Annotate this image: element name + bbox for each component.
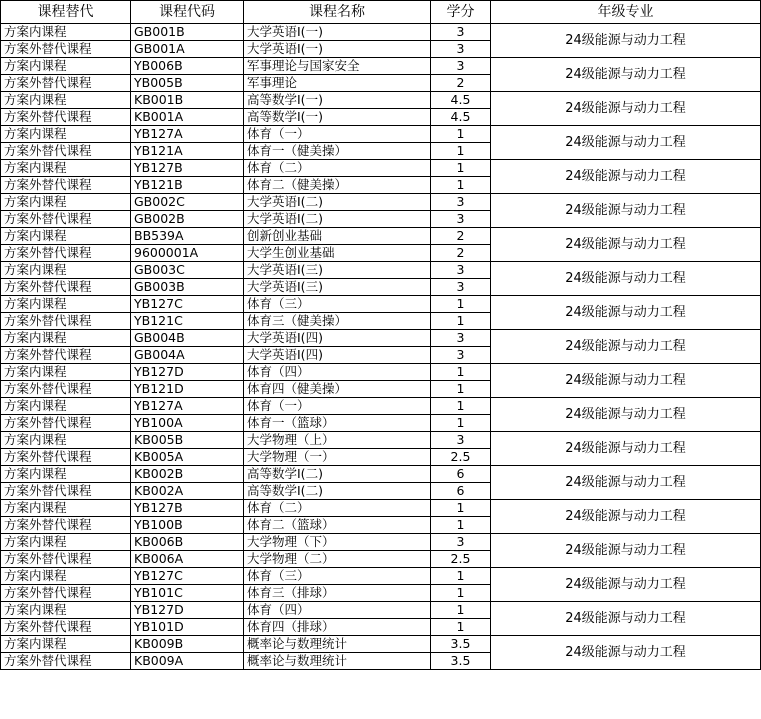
table-row [1,194,761,211]
course-name-cell: 军事理论 [244,75,431,92]
credit-cell: 1 [431,296,491,313]
substitution-type-cell: 方案内课程 [1,636,131,653]
table-row [1,398,761,415]
course-code-cell: KB005A [131,449,244,466]
course-name-cell: 大学物理（下） [244,534,431,551]
course-name-cell: 体育（三） [244,296,431,313]
table-row [1,24,761,41]
table-row [1,160,761,177]
credit-cell: 4.5 [431,109,491,126]
course-code-cell: KB009A [131,653,244,670]
course-name-cell: 高等数学Ⅰ(二) [244,483,431,500]
course-code-cell: YB127C [131,568,244,585]
course-code-cell: YB127B [131,500,244,517]
course-code-cell: YB127C [131,296,244,313]
credit-cell: 1 [431,568,491,585]
course-name-cell: 大学英语Ⅰ(一) [244,24,431,41]
credit-cell: 1 [431,585,491,602]
course-code-cell: YB127A [131,398,244,415]
course-name-cell: 体育（四） [244,364,431,381]
substitution-type-cell: 方案内课程 [1,194,131,211]
course-name-cell: 大学英语Ⅰ(二) [244,211,431,228]
course-name-cell: 高等数学Ⅰ(二) [244,466,431,483]
table-row [1,262,761,279]
substitution-type-cell: 方案外替代课程 [1,449,131,466]
course-code-cell: KB009B [131,636,244,653]
course-code-cell: YB005B [131,75,244,92]
credit-cell: 2.5 [431,551,491,568]
table-row [1,636,761,653]
credit-cell: 3 [431,194,491,211]
substitution-type-cell: 方案内课程 [1,24,131,41]
substitution-type-cell: 方案内课程 [1,466,131,483]
course-name-cell: 大学生创业基础 [244,245,431,262]
credit-cell: 3.5 [431,636,491,653]
grade-major-cell: 24级能源与动力工程 [491,228,761,262]
course-code-cell: YB127D [131,364,244,381]
course-name-cell: 大学英语Ⅰ(三) [244,262,431,279]
course-code-cell: GB001B [131,24,244,41]
substitution-type-cell: 方案外替代课程 [1,585,131,602]
table-row [1,466,761,483]
course-name-cell: 概率论与数理统计 [244,636,431,653]
table-row [1,432,761,449]
grade-major-cell: 24级能源与动力工程 [491,500,761,534]
course-code-cell: KB002B [131,466,244,483]
grade-major-cell: 24级能源与动力工程 [491,364,761,398]
credit-cell: 2 [431,228,491,245]
grade-major-cell: 24级能源与动力工程 [491,296,761,330]
course-name-cell: 大学英语Ⅰ(三) [244,279,431,296]
credit-cell: 3 [431,24,491,41]
table-row [1,228,761,245]
substitution-type-cell: 方案外替代课程 [1,313,131,330]
credit-cell: 3 [431,211,491,228]
course-name-cell: 体育（二） [244,500,431,517]
grade-major-cell: 24级能源与动力工程 [491,262,761,296]
course-code-cell: YB006B [131,58,244,75]
course-name-cell: 体育（一） [244,126,431,143]
course-name-cell: 体育四（排球） [244,619,431,636]
credit-cell: 1 [431,415,491,432]
credit-cell: 1 [431,143,491,160]
substitution-type-cell: 方案内课程 [1,398,131,415]
grade-major-cell: 24级能源与动力工程 [491,160,761,194]
substitution-type-cell: 方案内课程 [1,364,131,381]
table-row [1,92,761,109]
credit-cell: 3 [431,330,491,347]
course-name-cell: 大学英语Ⅰ(二) [244,194,431,211]
course-name-cell: 体育（三） [244,568,431,585]
credit-cell: 3 [431,347,491,364]
credit-cell: 3 [431,58,491,75]
substitution-type-cell: 方案外替代课程 [1,551,131,568]
course-name-cell: 创新创业基础 [244,228,431,245]
grade-major-cell: 24级能源与动力工程 [491,534,761,568]
course-code-cell: YB121C [131,313,244,330]
course-code-cell: KB006A [131,551,244,568]
course-code-cell: YB121B [131,177,244,194]
credit-cell: 2.5 [431,449,491,466]
header-row [1,1,761,24]
substitution-type-cell: 方案外替代课程 [1,619,131,636]
credit-cell: 1 [431,517,491,534]
course-name-cell: 高等数学Ⅰ(一) [244,92,431,109]
course-code-cell: GB003B [131,279,244,296]
table-body [1,24,761,670]
credit-cell: 1 [431,619,491,636]
table-row [1,296,761,313]
course-code-cell: KB001B [131,92,244,109]
credit-cell: 3 [431,41,491,58]
grade-major-cell: 24级能源与动力工程 [491,126,761,160]
header-credit: 学分 [431,1,491,24]
credit-cell: 1 [431,364,491,381]
credit-cell: 1 [431,313,491,330]
credit-cell: 3 [431,279,491,296]
header-grade-major: 年级专业 [491,1,761,24]
course-name-cell: 体育一（健美操） [244,143,431,160]
course-code-cell: YB100B [131,517,244,534]
substitution-type-cell: 方案外替代课程 [1,211,131,228]
course-code-cell: YB101C [131,585,244,602]
course-name-cell: 体育二（健美操） [244,177,431,194]
grade-major-cell: 24级能源与动力工程 [491,636,761,670]
course-name-cell: 体育三（排球） [244,585,431,602]
substitution-type-cell: 方案外替代课程 [1,279,131,296]
header-substitution-type: 课程替代 [1,1,131,24]
substitution-type-cell: 方案外替代课程 [1,109,131,126]
course-code-cell: KB002A [131,483,244,500]
table-row [1,534,761,551]
table-row [1,126,761,143]
substitution-type-cell: 方案外替代课程 [1,653,131,670]
course-code-cell: KB006B [131,534,244,551]
grade-major-cell: 24级能源与动力工程 [491,58,761,92]
credit-cell: 6 [431,466,491,483]
course-name-cell: 大学物理（一） [244,449,431,466]
course-name-cell: 体育三（健美操） [244,313,431,330]
grade-major-cell: 24级能源与动力工程 [491,194,761,228]
substitution-type-cell: 方案内课程 [1,126,131,143]
course-name-cell: 体育四（健美操） [244,381,431,398]
credit-cell: 6 [431,483,491,500]
substitution-type-cell: 方案内课程 [1,568,131,585]
course-name-cell: 体育（一） [244,398,431,415]
substitution-type-cell: 方案内课程 [1,228,131,245]
substitution-type-cell: 方案内课程 [1,432,131,449]
course-code-cell: 9600001A [131,245,244,262]
course-code-cell: GB002C [131,194,244,211]
substitution-type-cell: 方案外替代课程 [1,483,131,500]
course-code-cell: YB100A [131,415,244,432]
grade-major-cell: 24级能源与动力工程 [491,24,761,58]
substitution-type-cell: 方案内课程 [1,534,131,551]
substitution-type-cell: 方案外替代课程 [1,143,131,160]
course-code-cell: YB121A [131,143,244,160]
credit-cell: 3 [431,432,491,449]
course-code-cell: GB003C [131,262,244,279]
course-code-cell: YB127A [131,126,244,143]
course-name-cell: 大学英语Ⅰ(四) [244,330,431,347]
substitution-type-cell: 方案外替代课程 [1,381,131,398]
course-code-cell: YB127D [131,602,244,619]
substitution-type-cell: 方案内课程 [1,262,131,279]
course-name-cell: 体育一（篮球） [244,415,431,432]
grade-major-cell: 24级能源与动力工程 [491,432,761,466]
substitution-type-cell: 方案外替代课程 [1,347,131,364]
substitution-type-cell: 方案外替代课程 [1,415,131,432]
grade-major-cell: 24级能源与动力工程 [491,568,761,602]
substitution-type-cell: 方案外替代课程 [1,41,131,58]
course-name-cell: 体育（四） [244,602,431,619]
credit-cell: 1 [431,126,491,143]
credit-cell: 1 [431,500,491,517]
course-name-cell: 高等数学Ⅰ(一) [244,109,431,126]
course-name-cell: 体育二（篮球） [244,517,431,534]
credit-cell: 1 [431,381,491,398]
course-code-cell: YB127B [131,160,244,177]
table-row [1,58,761,75]
substitution-type-cell: 方案外替代课程 [1,245,131,262]
table-row [1,602,761,619]
course-name-cell: 大学英语Ⅰ(一) [244,41,431,58]
substitution-type-cell: 方案内课程 [1,602,131,619]
grade-major-cell: 24级能源与动力工程 [491,330,761,364]
grade-major-cell: 24级能源与动力工程 [491,92,761,126]
course-name-cell: 体育（二） [244,160,431,177]
grade-major-cell: 24级能源与动力工程 [491,466,761,500]
credit-cell: 3 [431,534,491,551]
substitution-type-cell: 方案外替代课程 [1,75,131,92]
course-name-cell: 军事理论与国家安全 [244,58,431,75]
grade-major-cell: 24级能源与动力工程 [491,398,761,432]
substitution-type-cell: 方案内课程 [1,296,131,313]
header-course-code: 课程代码 [131,1,244,24]
substitution-type-cell: 方案内课程 [1,330,131,347]
grade-major-cell: 24级能源与动力工程 [491,602,761,636]
course-code-cell: YB101D [131,619,244,636]
course-name-cell: 大学物理（二） [244,551,431,568]
course-code-cell: GB002B [131,211,244,228]
table-row [1,330,761,347]
credit-cell: 1 [431,160,491,177]
credit-cell: 1 [431,398,491,415]
substitution-type-cell: 方案内课程 [1,58,131,75]
credit-cell: 4.5 [431,92,491,109]
course-code-cell: YB121D [131,381,244,398]
course-code-cell: KB001A [131,109,244,126]
credit-cell: 3 [431,262,491,279]
substitution-type-cell: 方案外替代课程 [1,517,131,534]
substitution-type-cell: 方案内课程 [1,160,131,177]
credit-cell: 1 [431,177,491,194]
table-row [1,500,761,517]
course-name-cell: 大学英语Ⅰ(四) [244,347,431,364]
substitution-type-cell: 方案外替代课程 [1,177,131,194]
credit-cell: 2 [431,245,491,262]
course-code-cell: KB005B [131,432,244,449]
header-course-name: 课程名称 [244,1,431,24]
course-code-cell: GB004A [131,347,244,364]
course-name-cell: 概率论与数理统计 [244,653,431,670]
table-row [1,364,761,381]
credit-cell: 1 [431,602,491,619]
course-code-cell: GB004B [131,330,244,347]
course-code-cell: GB001A [131,41,244,58]
course-name-cell: 大学物理（上） [244,432,431,449]
substitution-type-cell: 方案内课程 [1,92,131,109]
credit-cell: 2 [431,75,491,92]
credit-cell: 3.5 [431,653,491,670]
table-row [1,568,761,585]
substitution-type-cell: 方案内课程 [1,500,131,517]
course-code-cell: BB539A [131,228,244,245]
